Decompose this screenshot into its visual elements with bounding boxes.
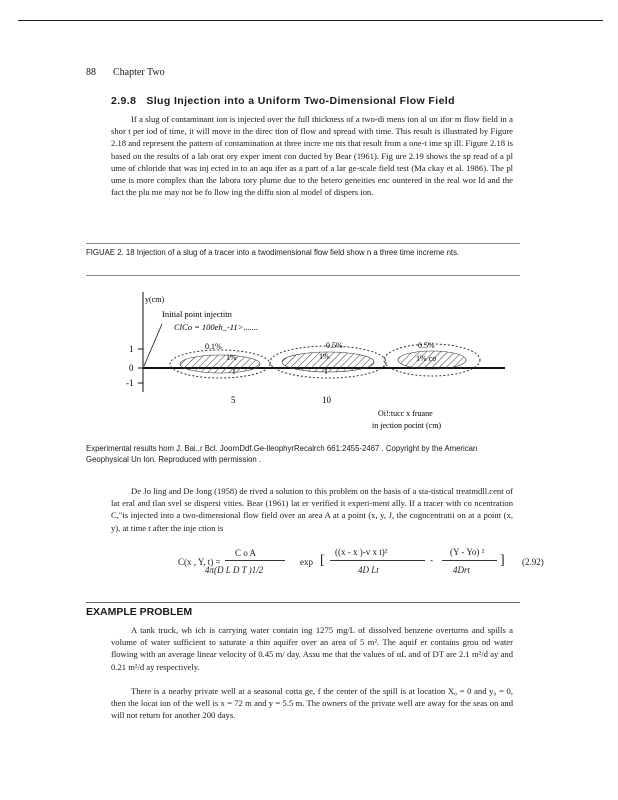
eq-term2-denominator: 4Drt xyxy=(453,565,471,575)
plume-2-label-inner: 1% xyxy=(319,352,330,361)
section-paragraph: If a slug of contaminant ion is injected over the full thickness of a two-di mens ion al un ifor m flow field in a shor t per iod of time, it will move in the direc tion of flow and spread with time. This result is illustrated by Figure 2.18 and represent the pattern of contamination at three incre me nts that result from a one-t ime sp ill. Figure 2.18 is based on the results of a lab orat ory exper iment con ducted by Bear (1961). Fig ure 2.19 shows the sp read of a pl ume of chloride that was inj ected in to an aqu ifer as a part of a lar ge-scale field test (Ma ckay et al. 1986). The pl ume is more complex than the labora tory plume due to the hetero geneities enc ountered in the real wor ld and the fact the plu me may not be fo llow ing the diffu sion al model of dispers ion. xyxy=(111,114,513,198)
caption-rule-top xyxy=(86,243,520,244)
y-tick-label-1: 1 xyxy=(129,344,134,354)
caption-rule-bottom xyxy=(86,275,520,276)
section-title: Slug Injection into a Uniform Two-Dimensional Flow Field xyxy=(146,95,455,107)
y-tick-label-0: 0 xyxy=(129,363,134,373)
section-heading xyxy=(111,95,551,107)
y-tick-label-minus1: -1 xyxy=(126,378,134,388)
figure-source: Experimental results hom J. Bai..r Bcl. JoornDdf.Ge-lleophyrRecalrch 661:2455-2467 . Copyright by the American Geophysical Un Ion. Reproduced with permission . xyxy=(86,444,478,464)
plume-1-label-outer: 0.1% xyxy=(205,342,222,351)
plume-3-label-outer: 0.5% xyxy=(418,341,435,350)
plume-3-label-inner: 1% co xyxy=(416,354,437,363)
eq-numerator: C o A xyxy=(235,548,257,558)
solution-paragraph: De Jo ling and De Jong (1958) de rived a solution to this problem on the basis of a sta-tistical treatmdll.cent of lat eral and tlan svel se dispersi vities. Bear (1961) lat er verified it experi-ment ally. If a tracer with co ncentration C,"is injected into a two-dimensional flow field over an area A at a point (x, y, J, the cogncentratii on at a point (x, y), at time t after the inje ction is xyxy=(111,486,513,533)
section-number: 2.9.8 xyxy=(111,95,137,107)
eq-lhs: C(x , Y, t) = xyxy=(178,557,221,567)
plume-figure xyxy=(100,282,520,432)
eq-fraction-line xyxy=(225,560,285,561)
example-rule xyxy=(86,602,520,603)
distance-label-1: Oi!:tucc x fruane xyxy=(378,409,433,418)
eq-denominator: 4π(D L D T )1/2 xyxy=(205,565,264,575)
equation: C(x , Y, t) = C o A 4π(D L D T )1/2 exp [ ((x - x )-v x t)² 4D Lt - (Y - Yo) ² 4Drt ] xyxy=(178,547,505,575)
x-tick-label-10: 10 xyxy=(322,395,331,405)
concentration-label: ClCo = 100eh_-11>....... xyxy=(174,322,259,332)
eq-term1-numerator: ((x - x )-v x t)² xyxy=(335,547,388,557)
example-paragraph-2: There is a nearby private well at a seasonal cotta ge, f the center of the spill is at location X₀ = 0 and y₀ = 0, then the locat ion of the well is x = 72 m and y = 5.5 m. The owners of the private well are away for the seas on and will not return for another 200 days. xyxy=(111,686,513,721)
eq-exp: exp xyxy=(300,557,313,567)
plume-1-label-inner: 1% xyxy=(226,353,237,362)
equation-number: (2.92) xyxy=(522,557,544,567)
plume-1-inner xyxy=(180,355,260,373)
initial-point-leader xyxy=(144,324,162,366)
eq-term1-denominator: 4D Lt xyxy=(358,565,379,575)
y-axis-label: y(cm) xyxy=(145,295,165,304)
eq-term2-line xyxy=(442,560,497,561)
chapter-label: Chapter Two xyxy=(113,67,165,78)
top-rule xyxy=(18,20,603,21)
example-title: EXAMPLE PROBLEM xyxy=(86,606,193,618)
eq-term1-line xyxy=(330,560,425,561)
distance-label-2: in jection pocint (cm) xyxy=(372,421,442,430)
page-number: 88 xyxy=(86,67,96,78)
example-paragraph-1: A tank truck, wh ich is carrying water contain ing 1275 mg/L of dissolved benzene overturns and spills a volume of water sufficient to saturate a thin aquifer over an area of 5 m². The aquif er contains grou nd water flowing with an average linear velocity of 0.45 m/ day. Assu me that the values of αL and of DT are 2.1 m²/d ay and 0.21 m²/d ay respectively. xyxy=(111,625,513,672)
figure-caption: FIGUAE 2. 18 Injection of a slug of a tracer into a twodimensional flow field show n a three time increme nts. xyxy=(86,248,460,257)
x-tick-label-5: 5 xyxy=(231,395,236,405)
initial-point-label: Initial point injectitn xyxy=(162,309,232,319)
eq-term2-numerator: (Y - Yo) ² xyxy=(450,547,485,557)
plume-2-label-outer: 0.5% xyxy=(326,341,343,350)
